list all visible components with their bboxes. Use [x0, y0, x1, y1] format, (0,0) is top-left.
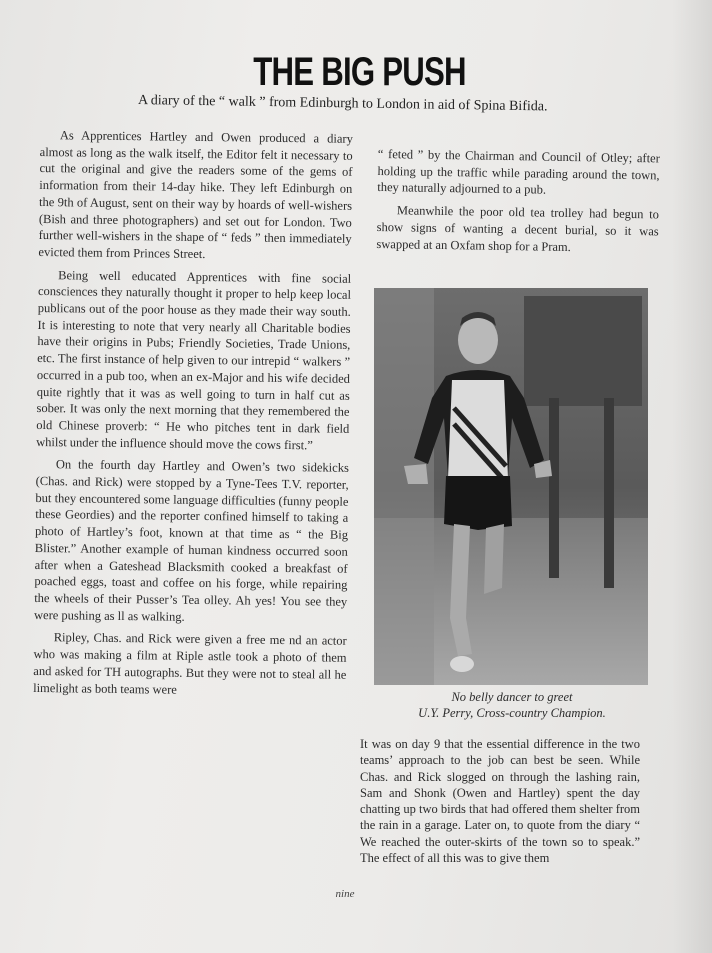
runner-illustration: [374, 288, 648, 685]
paragraph: On the fourth day Hartley and Owen’s two sidekicks (Chas. and Rick) were stopped by a Tyne-Tees T.V. reporter, but they encountered some language difficulties (funny people these Geordies) and the reporter confined himself to taking a photo of Hartley’s foot, known at that time as “ the Big Blister.” Another example of human kindness occurred soon after when a Gateshead Blacksmith cooked a breakfast of poached eggs, toast and coffee on his forge, while repairing the wheels of their Pusser’s Tea olley. Ah yes! You see they were pushing as ll as walking.: [33, 457, 349, 624]
paragraph: Ripley, Chas. and Rick were given a free me nd an actor who was making a film at Riple astle took a photo of them and asked for TH autographs. But they were not to steal all he limelight as both teams were: [33, 630, 347, 697]
paragraph: As Apprentices Hartley and Owen produced a diary almost as long as the walk itself, the Editor felt it necessary to cut the original and give the readers some of the gems of information from their 14-day hike. They left Edinburgh on the 9th of August, sent on their way by hoards of well-wishers (Bish and three photographers) and set out for London. Two further well-wishers in the shape of “ feds ” then immediately evicted them from Princes Street.: [38, 128, 353, 261]
paragraph: “ feted ” by the Chairman and Council of Otley; after holding up the traffic while parading around the town, they naturally adjourned to a pub.: [377, 146, 660, 198]
photo-caption-line2: U.Y. Perry, Cross-country Champion.: [418, 706, 606, 720]
left-column: [33, 127, 353, 700]
paragraph: Being well educated Apprentices with fine social consciences they naturally thought it proper to help keep local publicans out of the poor house as they made their way south. It is interesting to note that very nearly all Charitable bodies have their origins in Pubs; Friendly Societies, Trade Unions, etc. The first instance of help given to our intrepid “ walkers ” occurred in a pub too, when an ex-Major and his wife decided quite rightly that it was as well going to turn in half cut as sober. It was only the next morning that they remembered the old Chinese proverb: “ He who pitches tent in dark field whilst under the influence should move the cows first.”: [36, 267, 352, 453]
page-number: nine: [335, 888, 355, 900]
article-subtitle: A diary of the “ walk ” from Edinburgh to London in aid of Spina Bifida.: [137, 93, 548, 115]
paragraph: It was on day 9 that the essential difference in the two teams’ approach to the job can best be seen. While Chas. and Rick slogged on through the lashing rain, Sam and Shonk (Owen and Hartley) spent the day chatting up two birds that had offered them shelter from the rain in a garage. Later on, to quote from the diary “ We reached the outer-skirts of the town so to speak.” The effect of all this was to give them: [360, 737, 640, 866]
article-title: THE BIG PUSH: [253, 50, 466, 94]
page-shadow: [672, 0, 712, 953]
paragraph: Meanwhile the poor old tea trolley had begun to show signs of wanting a decent burial, so it was swapped at an Oxfam shop for a Pram.: [376, 203, 660, 254]
runner-photo: [374, 288, 648, 685]
right-column-top: [376, 146, 660, 257]
photo-caption-line1: No belly dancer to greet: [451, 690, 573, 704]
right-column-bottom: [360, 736, 640, 866]
